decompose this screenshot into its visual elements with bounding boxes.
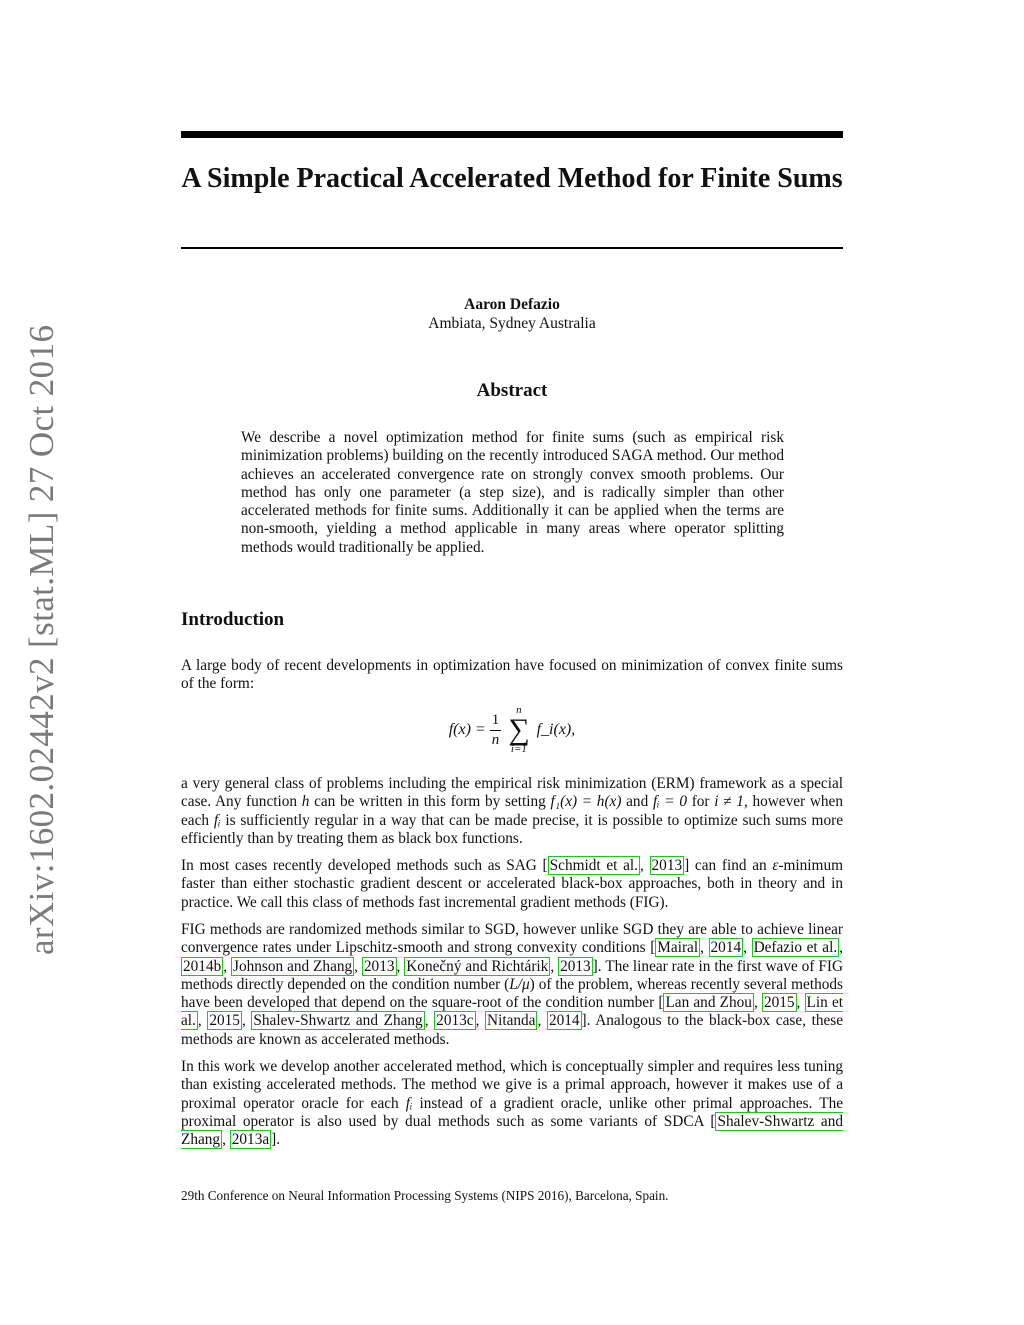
text: and xyxy=(626,793,649,811)
author-affiliation: Ambiata, Sydney Australia xyxy=(428,315,596,332)
text: can be written in this form by setting xyxy=(314,793,546,811)
sum-lower-limit: i=1 xyxy=(510,743,527,755)
text: ]. The linear rate in the first wave of FIG methods directly depended on the condition number ( xyxy=(181,957,843,993)
citation-link[interactable]: 2014 xyxy=(710,939,742,957)
citation-link[interactable]: 2015 xyxy=(209,1012,240,1030)
citation-link[interactable]: Lin et al. xyxy=(181,994,843,1030)
equation-lhs: f(x) = xyxy=(448,721,486,738)
text: for xyxy=(691,793,710,811)
citation-link[interactable]: Johnson and Zhang xyxy=(233,957,353,975)
text: In most cases recently developed methods such as SAG [ xyxy=(181,857,548,874)
author-name: Aaron Defazio xyxy=(464,296,560,313)
text: , xyxy=(639,857,644,874)
math-f1: f₁(x) = h(x) xyxy=(550,793,622,811)
math-condition-number: L/μ xyxy=(509,975,530,993)
citation-link[interactable]: Defazio et al. xyxy=(753,939,838,957)
text: In this work we develop another accelerated method, which is conceptually simpler and requires less tuning than existing accelerated methods. The method we give is a primal approach, however it makes use of a proximal operator oracle for each xyxy=(181,1058,843,1112)
intro-paragraph-4: FIG methods are randomized methods similar to SGD, however unlike SGD they are able to achieve linear convergence rates under Lipschitz-smooth and strong convexity conditions [ Mairal , 2014 , Defazio et al. , 2014b , Johnson and Zhang , 2013 , Konečný and Richtárik , 2013 ]. The linear rate in the first wave of FIG methods directly depended on the condition number (L/μ) of the problem, whereas recently several methods have been developed that depend on the square-root of the condition number [ Lan and Zhou , 2015 , Lin et al. , 2015 , Shalev-Shwartz and Zhang , 2013c , Nitanda , 2014 ]. Analogous to the black-box case, these methods are known as accelerated methods. xyxy=(181,921,844,1048)
text: FIG methods are randomized methods similar to SGD, however unlike SGD they are able to achieve linear convergence rates under Lipschitz-smooth and strong convexity conditions [ xyxy=(181,921,843,957)
title-bottom-rule xyxy=(181,247,843,249)
intro-paragraph-3 xyxy=(181,857,843,912)
finite-sum-equation xyxy=(181,700,843,760)
text: ] can find an xyxy=(684,857,767,874)
citation-link[interactable]: 2014b xyxy=(183,957,222,975)
text: instead of a gradient oracle, unlike other primal approaches. The proximal operator is also used by dual methods such as some variants of SDCA [ xyxy=(181,1094,844,1130)
text: a very general class of problems including the empirical risk minimization (ERM) framework as a special case. Any function xyxy=(181,775,843,811)
citation-link[interactable]: 2015 xyxy=(763,994,795,1012)
text: ]. xyxy=(271,1131,281,1149)
intro-paragraph-5: In this work we develop another accelerated method, which is conceptually simpler and requires less tuning than existing accelerated methods. The method we give is a primal approach, however it makes use of a proximal operator oracle for each fᵢ instead of a gradient oracle, unlike other primal approaches. The proximal operator is also used by dual methods such as some variants of SDCA [ Shalev-Shwartz and Zhang , 2013a ]. xyxy=(181,1058,844,1149)
sum-sign: ∑ xyxy=(508,713,530,746)
sum-upper-limit: n xyxy=(516,704,522,716)
math-epsilon: ε xyxy=(772,857,779,874)
conference-footnote: 29th Conference on Neural Information Processing Systems (NIPS 2016), Barcelona, Spain. xyxy=(181,1188,669,1203)
arxiv-side-stamp: arXiv:1602.02442v2 [stat.ML] 27 Oct 2016 xyxy=(22,324,61,955)
citation-link[interactable]: 2013c xyxy=(436,1012,474,1030)
citation-link[interactable]: Shalev-Shwartz and Zhang xyxy=(181,1112,844,1149)
text: is sufficiently regular in a way that can be made precise, it is possible to optimize such sums more efficiently than by treating them as black box functions. xyxy=(181,811,843,847)
summation xyxy=(508,705,529,755)
math-fi-zero: fᵢ = 0 xyxy=(652,793,687,811)
citation-link[interactable]: 2013 xyxy=(560,957,591,975)
abstract-heading: Abstract xyxy=(476,380,548,401)
math-fi: fᵢ xyxy=(213,811,221,829)
title-top-rule xyxy=(181,131,843,138)
citation-link[interactable]: Nitanda xyxy=(487,1012,536,1030)
author-block xyxy=(181,295,843,333)
introduction-heading: Introduction xyxy=(181,609,285,630)
text: , however when each xyxy=(181,793,843,829)
equation-rhs: f_i(x), xyxy=(536,721,576,738)
citation-link[interactable]: 2014 xyxy=(548,1012,580,1030)
text: ]. Analogous to the black-box case, these methods are known as accelerated methods. xyxy=(181,1012,844,1048)
citation-link[interactable]: 2013 xyxy=(363,957,395,975)
text: -minimum faster than either stochastic gradient descent or accelerated black-box approaches, both in theory and in practice. We call this class of methods fast incremental gradient methods (FIG). xyxy=(181,857,843,911)
text: ) of the problem, whereas recently several methods have been developed that depend on the square-root of the condition number [ xyxy=(181,975,843,1012)
paper-title: A Simple Practical Accelerated Method for Finite Sums xyxy=(181,163,843,194)
fraction-denominator: n xyxy=(491,731,500,748)
math-fi: fᵢ xyxy=(405,1094,413,1112)
citation-link[interactable]: 2013 xyxy=(651,857,683,874)
citation-link[interactable]: Lan and Zhou xyxy=(665,994,752,1012)
fraction-numerator: 1 xyxy=(490,713,502,731)
math-i-neq-1: i ≠ 1 xyxy=(714,793,744,811)
abstract-text: We describe a novel optimization method for finite sums (such as empirical risk minimization problems) building on the recently introduced SAGA method. Our method achieves an accelerated convergence rate on strongly convex smooth problems. Our method has only one parameter (a step size), and is radically simpler than other accelerated methods for finite sums. Additionally it can be applied when the terms are non-smooth, yielding a method applicable in many areas where operator splitting methods would traditionally be applied. xyxy=(241,429,784,556)
citation-link[interactable]: Shalev-Shwartz and Zhang xyxy=(253,1012,423,1030)
intro-paragraph-2 xyxy=(181,775,843,848)
citation-link[interactable]: 2013a xyxy=(231,1131,270,1149)
citation-link[interactable]: Konečný and Richtárik xyxy=(406,957,549,975)
citation-link[interactable]: Mairal xyxy=(657,939,699,957)
citation-link[interactable]: Schmidt et al. xyxy=(549,857,638,874)
math-h: h xyxy=(301,793,310,811)
equation-fraction xyxy=(490,713,502,748)
intro-paragraph-1: A large body of recent developments in optimization have focused on minimization of convex finite sums of the form: xyxy=(181,657,843,693)
